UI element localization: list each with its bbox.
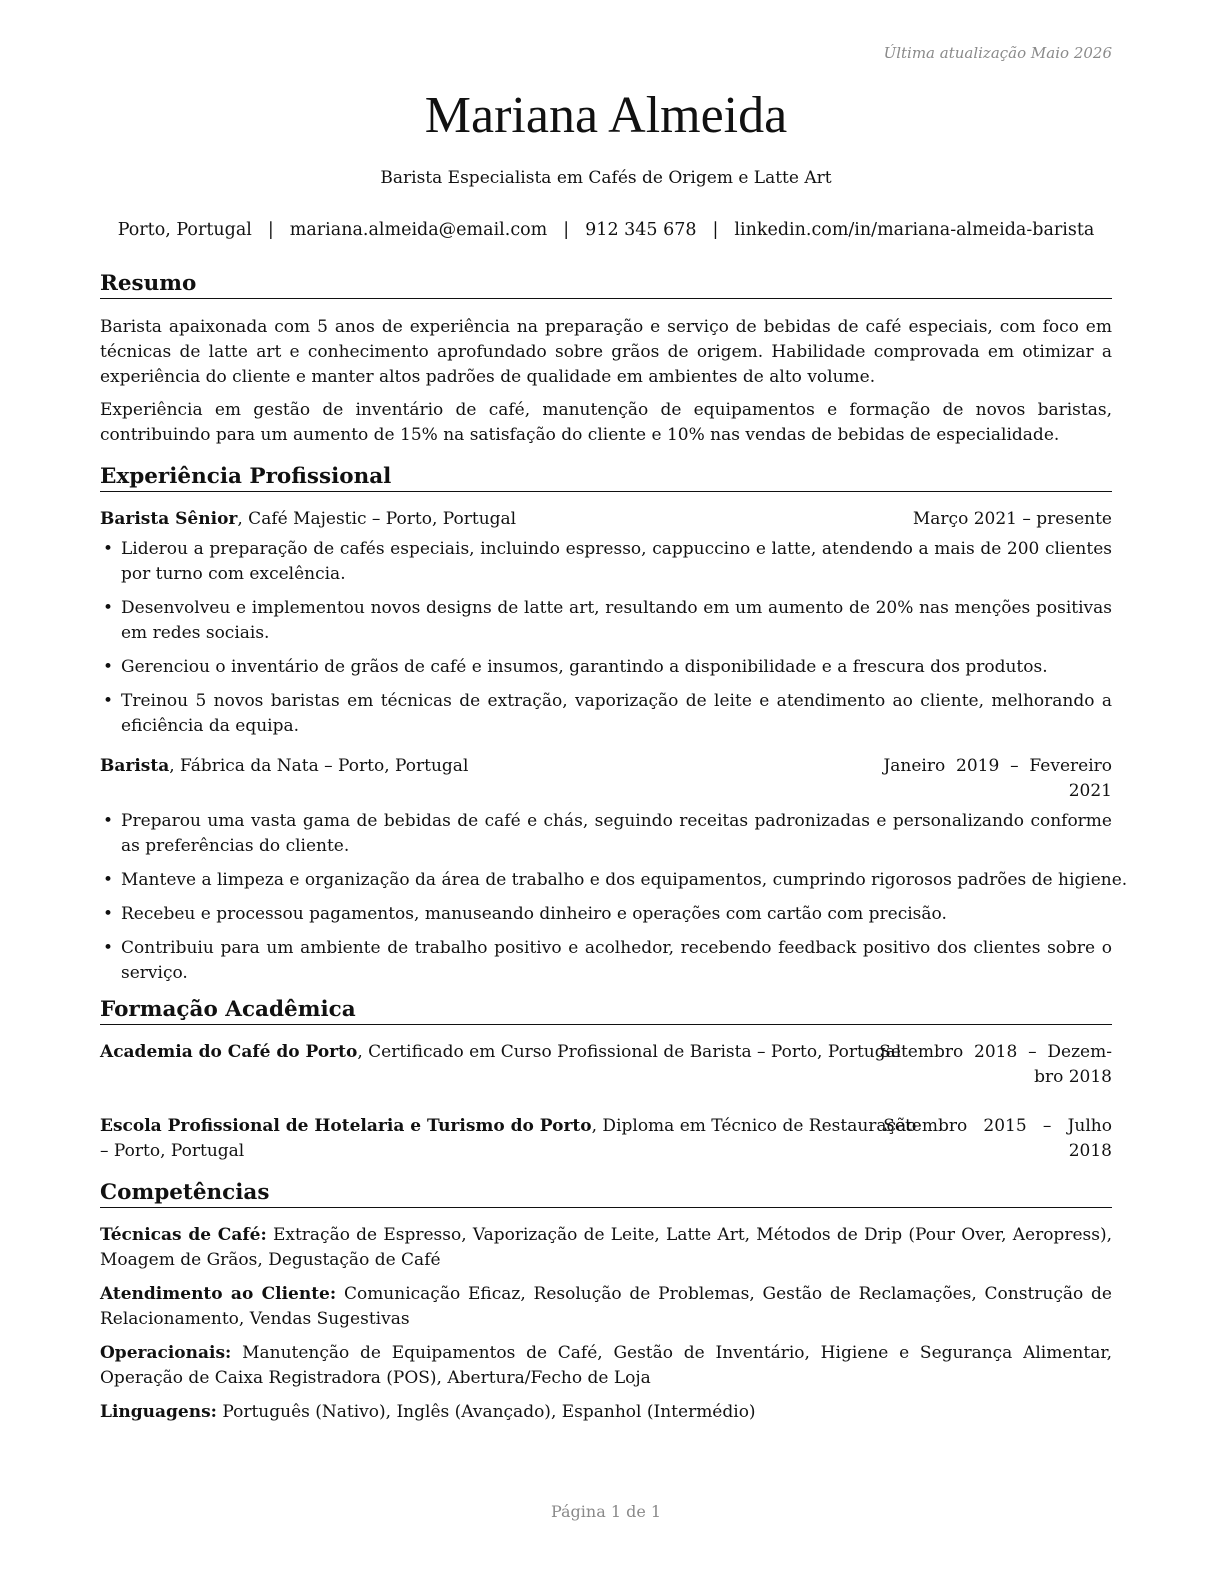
skill-row: [100, 1223, 1112, 1273]
resume-page: [100, 0, 1128, 1584]
list-item: • Recebeu e processou pagamentos, manuseando dinheiro e operações com cartão com precisão.: [100, 902, 1112, 927]
skill-text: Manutenção de Equipamentos de Café, Gestão de Inventário, Higiene e Segurança Alimentar, Operação de Caixa Registradora (POS), Abertura/Fecho de Loja: [100, 1343, 1112, 1388]
education-school: Escola Profissional de Hotelaria e Turismo do Porto: [100, 1116, 592, 1136]
education-school: Academia do Café do Porto: [100, 1042, 358, 1062]
skill-text: Comunicação Eficaz, Resolução de Problemas, Gestão de Reclamações, Construção de Relacionamento, Vendas Sugestivas: [100, 1284, 1112, 1329]
contact-separator: |: [712, 220, 719, 240]
list-item: • Gerenciou o inventário de grãos de café e insumos, garantindo a disponibilidade e a frescura dos produtos.: [100, 655, 1112, 680]
skill-label: Atendimento ao Cliente:: [100, 1284, 337, 1304]
list-item: • Contribuiu para um ambiente de trabalho positivo e acolhedor, recebendo feedback positivo dos clientes sobre o serviço.: [100, 936, 1112, 986]
skill-label: Linguagens:: [100, 1402, 217, 1422]
education-title-line: [100, 1040, 901, 1065]
list-item: • Liderou a preparação de cafés especiais, incluindo espresso, cappuccino e latte, atendendo a mais de 200 clientes por turno com excelência.: [100, 537, 1112, 587]
list-item: • Manteve a limpeza e organização da área de trabalho e dos equipamentos, cumprindo rigorosos padrões de higiene.: [100, 868, 1118, 893]
education-title-line: [100, 1114, 916, 1164]
skill-text: Extração de Espresso, Vaporização de Leite, Latte Art, Métodos de Drip (Pour Over, Aeropress), Moagem de Grãos, Degustação de Café: [100, 1225, 1112, 1270]
job-employer: , Café Majestic – Porto, Portugal: [237, 509, 517, 529]
skill-row: [100, 1282, 1112, 1332]
education-detail-cont: – Porto, Portugal: [100, 1141, 245, 1161]
job-title-line: [100, 507, 516, 532]
job-employer: , Fábrica da Nata – Porto, Portugal: [169, 756, 469, 776]
contact-line: [100, 220, 1112, 240]
job-dates: Janeiro 2019 – Fevereiro 2021: [883, 756, 1112, 801]
job-role: Barista Sênior: [100, 509, 238, 529]
summary-paragraph: Experiência em gestão de inventário de café, manutenção de equipamentos e formação de novos baristas, contribuindo para um aumento de 15% na satisfação do cliente e 10% nas vendas de bebidas de especialidade.: [100, 400, 1112, 445]
summary-paragraph: Barista apaixonada com 5 anos de experiência na preparação e serviço de bebidas de café especiais, com foco em técnicas de latte art e conhecimento aprofundado sobre grãos de origem. Habilidade comprovada em otimizar a experiência do cliente e manter altos padrões de qualidade em ambientes de alto volume.: [100, 317, 1112, 387]
contact-email[interactable]: mariana.almeida@email.com: [289, 220, 548, 240]
section-title-summary: Resumo: [100, 271, 1112, 299]
skill-row: [100, 1400, 1112, 1425]
list-item: • Desenvolveu e implementou novos designs de latte art, resultando em um aumento de 20% nas menções positivas em redes sociais.: [100, 596, 1112, 646]
job-dates: Março 2021 – presente: [912, 509, 1112, 529]
page-number: Página 1 de 1: [550, 1502, 662, 1521]
last-updated: Última atualização Maio 2026: [883, 44, 1112, 62]
section-title-education: Formação Acadêmica: [100, 997, 1112, 1025]
job-bullets: [100, 537, 1112, 748]
list-item: • Preparou uma vasta gama de bebidas de café e chás, seguindo receitas padronizadas e personalizando conforme as preferências do cliente.: [100, 809, 1112, 859]
education-entry: [100, 1040, 1112, 1090]
education-dates: Setembro 2018 – Dezem- bro 2018: [879, 1042, 1112, 1087]
contact-separator: |: [267, 220, 274, 240]
job-header: [100, 507, 1112, 532]
job-title-line: [100, 754, 468, 779]
contact-linkedin[interactable]: linkedin.com/in/mariana-almeida-barista: [734, 220, 1095, 240]
education-entry: [100, 1114, 1112, 1164]
candidate-name: Mariana Almeida: [424, 87, 788, 144]
skill-text: Português (Nativo), Inglês (Avançado), Espanhol (Intermédio): [216, 1402, 756, 1422]
contact-separator: |: [563, 220, 570, 240]
education-dates: Setembro 2015 – Julho 2018: [883, 1116, 1112, 1161]
section-title-experience: Experiência Profissional: [100, 464, 1112, 492]
headline: Barista Especialista em Cafés de Origem e Latte Art: [380, 168, 832, 188]
section-title-skills: Competências: [100, 1180, 1112, 1208]
education-detail: , Diploma em Técnico de Restauração: [591, 1116, 917, 1136]
skill-label: Técnicas de Café:: [100, 1225, 267, 1245]
skill-row: [100, 1341, 1112, 1391]
contact-phone: 912 345 678: [585, 220, 697, 240]
contact-location: Porto, Portugal: [117, 220, 252, 240]
job-role: Barista: [100, 756, 170, 776]
job-bullets: [100, 809, 1128, 995]
list-item: • Treinou 5 novos baristas em técnicas de extração, vaporização de leite e atendimento ao cliente, melhorando a eficiência da equipa.: [100, 689, 1112, 739]
job-header: [100, 754, 1112, 804]
education-detail: , Certificado em Curso Profissional de Barista – Porto, Portugal: [357, 1042, 902, 1062]
skill-label: Operacionais:: [100, 1343, 232, 1363]
